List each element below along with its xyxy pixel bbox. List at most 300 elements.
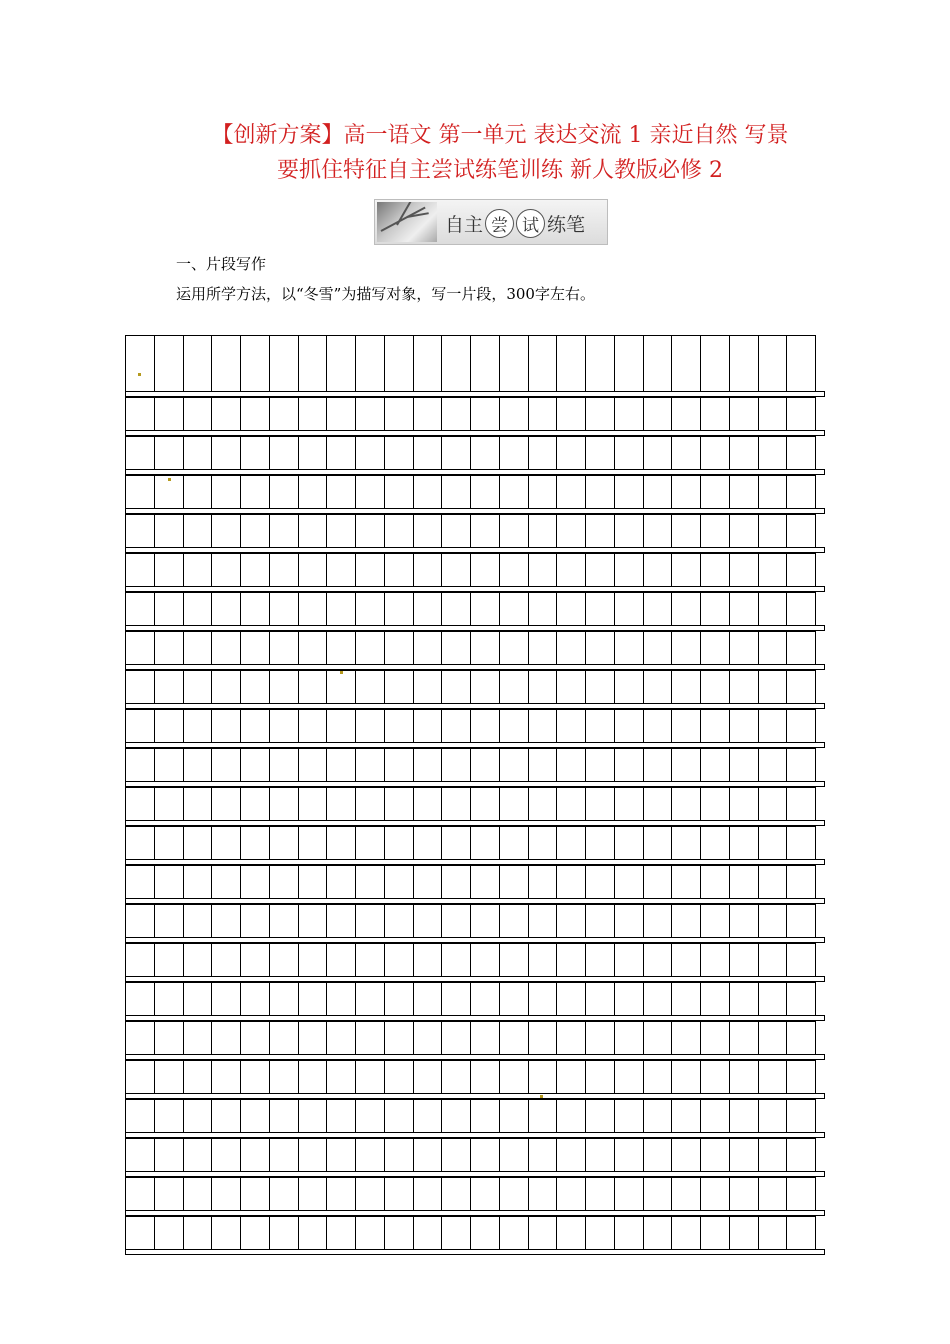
grid-cell[interactable] — [327, 437, 356, 469]
grid-cell[interactable] — [529, 515, 558, 547]
grid-cell[interactable] — [155, 827, 184, 859]
grid-cell[interactable] — [529, 710, 558, 742]
grid-cell[interactable] — [672, 554, 701, 586]
grid-cell[interactable] — [270, 336, 299, 391]
grid-cell[interactable] — [184, 515, 213, 547]
grid-cell[interactable] — [442, 710, 471, 742]
grid-cell[interactable] — [356, 1022, 385, 1054]
grid-cell[interactable] — [241, 476, 270, 508]
grid-cell[interactable] — [672, 437, 701, 469]
grid-cell[interactable] — [644, 554, 673, 586]
grid-cell[interactable] — [327, 554, 356, 586]
grid-cell[interactable] — [270, 944, 299, 976]
grid-cell[interactable] — [442, 1061, 471, 1093]
grid-cell[interactable] — [529, 866, 558, 898]
grid-cell[interactable] — [557, 593, 586, 625]
grid-cell[interactable] — [471, 593, 500, 625]
grid-cell[interactable] — [500, 671, 529, 703]
grid-cell[interactable] — [184, 1061, 213, 1093]
grid-cell[interactable] — [557, 1139, 586, 1171]
grid-cell[interactable] — [557, 944, 586, 976]
grid-cell[interactable] — [126, 671, 155, 703]
grid-cell[interactable] — [787, 749, 816, 781]
grid-cell[interactable] — [701, 671, 730, 703]
grid-cell[interactable] — [270, 554, 299, 586]
grid-cell[interactable] — [327, 398, 356, 430]
grid-cell[interactable] — [212, 710, 241, 742]
grid-cell[interactable] — [471, 515, 500, 547]
grid-cell[interactable] — [557, 749, 586, 781]
grid-cell[interactable] — [414, 1217, 443, 1249]
grid-cell[interactable] — [442, 476, 471, 508]
grid-cell[interactable] — [356, 1100, 385, 1132]
grid-cell[interactable] — [414, 437, 443, 469]
grid-cell[interactable] — [557, 398, 586, 430]
grid-cell[interactable] — [759, 749, 788, 781]
grid-cell[interactable] — [385, 554, 414, 586]
grid-cell[interactable] — [270, 710, 299, 742]
grid-cell[interactable] — [471, 671, 500, 703]
grid-cell[interactable] — [615, 398, 644, 430]
grid-cell[interactable] — [644, 944, 673, 976]
grid-cell[interactable] — [184, 1178, 213, 1210]
grid-cell[interactable] — [586, 827, 615, 859]
grid-cell[interactable] — [701, 437, 730, 469]
grid-cell[interactable] — [759, 983, 788, 1015]
grid-cell[interactable] — [586, 515, 615, 547]
grid-cell[interactable] — [672, 944, 701, 976]
grid-cell[interactable] — [385, 671, 414, 703]
grid-cell[interactable] — [529, 1178, 558, 1210]
grid-cell[interactable] — [471, 944, 500, 976]
grid-cell[interactable] — [184, 398, 213, 430]
grid-cell[interactable] — [442, 749, 471, 781]
grid-cell[interactable] — [327, 905, 356, 937]
grid-cell[interactable] — [471, 632, 500, 664]
grid-cell[interactable] — [759, 554, 788, 586]
grid-cell[interactable] — [241, 593, 270, 625]
grid-cell[interactable] — [557, 827, 586, 859]
grid-cell[interactable] — [701, 1100, 730, 1132]
grid-cell[interactable] — [672, 671, 701, 703]
grid-cell[interactable] — [672, 1100, 701, 1132]
grid-cell[interactable] — [529, 1139, 558, 1171]
grid-cell[interactable] — [529, 944, 558, 976]
grid-cell[interactable] — [644, 710, 673, 742]
grid-cell[interactable] — [126, 1139, 155, 1171]
grid-cell[interactable] — [787, 476, 816, 508]
grid-cell[interactable] — [155, 1061, 184, 1093]
grid-cell[interactable] — [586, 788, 615, 820]
grid-cell[interactable] — [730, 905, 759, 937]
grid-cell[interactable] — [730, 866, 759, 898]
grid-cell[interactable] — [615, 476, 644, 508]
grid-cell[interactable] — [730, 437, 759, 469]
grid-cell[interactable] — [241, 398, 270, 430]
grid-cell[interactable] — [327, 1217, 356, 1249]
grid-cell[interactable] — [299, 632, 328, 664]
grid-cell[interactable] — [500, 398, 529, 430]
grid-cell[interactable] — [414, 1100, 443, 1132]
grid-cell[interactable] — [701, 336, 730, 391]
grid-cell[interactable] — [644, 398, 673, 430]
grid-cell[interactable] — [586, 398, 615, 430]
grid-cell[interactable] — [500, 866, 529, 898]
grid-cell[interactable] — [586, 944, 615, 976]
grid-cell[interactable] — [615, 1061, 644, 1093]
grid-cell[interactable] — [471, 1178, 500, 1210]
grid-cell[interactable] — [442, 336, 471, 391]
grid-cell[interactable] — [442, 398, 471, 430]
grid-cell[interactable] — [759, 398, 788, 430]
grid-cell[interactable] — [672, 749, 701, 781]
grid-cell[interactable] — [212, 398, 241, 430]
grid-cell[interactable] — [155, 632, 184, 664]
grid-cell[interactable] — [212, 476, 241, 508]
grid-cell[interactable] — [385, 710, 414, 742]
grid-cell[interactable] — [356, 788, 385, 820]
grid-cell[interactable] — [299, 1100, 328, 1132]
grid-cell[interactable] — [270, 476, 299, 508]
grid-cell[interactable] — [299, 476, 328, 508]
grid-cell[interactable] — [701, 944, 730, 976]
grid-cell[interactable] — [615, 671, 644, 703]
grid-cell[interactable] — [586, 671, 615, 703]
grid-cell[interactable] — [184, 749, 213, 781]
grid-cell[interactable] — [586, 336, 615, 391]
grid-cell[interactable] — [126, 944, 155, 976]
grid-cell[interactable] — [557, 336, 586, 391]
grid-cell[interactable] — [356, 1139, 385, 1171]
grid-cell[interactable] — [644, 788, 673, 820]
grid-cell[interactable] — [385, 944, 414, 976]
grid-cell[interactable] — [327, 710, 356, 742]
grid-cell[interactable] — [356, 749, 385, 781]
grid-cell[interactable] — [644, 1022, 673, 1054]
grid-cell[interactable] — [414, 827, 443, 859]
grid-cell[interactable] — [327, 944, 356, 976]
grid-cell[interactable] — [385, 515, 414, 547]
grid-cell[interactable] — [299, 866, 328, 898]
grid-cell[interactable] — [155, 788, 184, 820]
grid-cell[interactable] — [414, 983, 443, 1015]
grid-cell[interactable] — [356, 476, 385, 508]
grid-cell[interactable] — [644, 1061, 673, 1093]
grid-cell[interactable] — [644, 866, 673, 898]
grid-cell[interactable] — [529, 827, 558, 859]
grid-cell[interactable] — [701, 1061, 730, 1093]
grid-cell[interactable] — [270, 671, 299, 703]
grid-cell[interactable] — [442, 593, 471, 625]
grid-cell[interactable] — [327, 1178, 356, 1210]
grid-cell[interactable] — [270, 1061, 299, 1093]
grid-cell[interactable] — [184, 983, 213, 1015]
grid-cell[interactable] — [644, 476, 673, 508]
grid-cell[interactable] — [557, 1100, 586, 1132]
grid-cell[interactable] — [557, 983, 586, 1015]
grid-cell[interactable] — [672, 336, 701, 391]
grid-cell[interactable] — [126, 749, 155, 781]
grid-cell[interactable] — [759, 827, 788, 859]
grid-cell[interactable] — [701, 710, 730, 742]
grid-cell[interactable] — [701, 398, 730, 430]
grid-cell[interactable] — [759, 1178, 788, 1210]
grid-cell[interactable] — [787, 905, 816, 937]
grid-cell[interactable] — [155, 1100, 184, 1132]
grid-cell[interactable] — [759, 476, 788, 508]
grid-cell[interactable] — [500, 1217, 529, 1249]
grid-cell[interactable] — [471, 336, 500, 391]
grid-cell[interactable] — [126, 710, 155, 742]
grid-cell[interactable] — [356, 632, 385, 664]
grid-cell[interactable] — [557, 788, 586, 820]
grid-cell[interactable] — [672, 1217, 701, 1249]
grid-cell[interactable] — [414, 515, 443, 547]
grid-cell[interactable] — [644, 749, 673, 781]
grid-cell[interactable] — [327, 515, 356, 547]
grid-cell[interactable] — [586, 983, 615, 1015]
grid-cell[interactable] — [299, 1061, 328, 1093]
grid-cell[interactable] — [615, 1100, 644, 1132]
grid-cell[interactable] — [500, 1100, 529, 1132]
grid-cell[interactable] — [241, 632, 270, 664]
grid-cell[interactable] — [212, 515, 241, 547]
grid-cell[interactable] — [270, 1022, 299, 1054]
grid-cell[interactable] — [471, 905, 500, 937]
grid-cell[interactable] — [155, 336, 184, 391]
grid-cell[interactable] — [270, 905, 299, 937]
grid-cell[interactable] — [672, 710, 701, 742]
grid-cell[interactable] — [557, 1022, 586, 1054]
grid-cell[interactable] — [184, 866, 213, 898]
writing-grid[interactable] — [125, 335, 825, 1255]
grid-cell[interactable] — [586, 554, 615, 586]
grid-cell[interactable] — [787, 336, 816, 391]
grid-cell[interactable] — [787, 437, 816, 469]
grid-cell[interactable] — [241, 827, 270, 859]
grid-cell[interactable] — [270, 1217, 299, 1249]
grid-cell[interactable] — [759, 632, 788, 664]
grid-cell[interactable] — [241, 788, 270, 820]
grid-cell[interactable] — [414, 1022, 443, 1054]
grid-cell[interactable] — [241, 710, 270, 742]
grid-cell[interactable] — [730, 1217, 759, 1249]
grid-cell[interactable] — [241, 866, 270, 898]
grid-cell[interactable] — [787, 554, 816, 586]
grid-cell[interactable] — [730, 476, 759, 508]
grid-cell[interactable] — [701, 866, 730, 898]
grid-cell[interactable] — [356, 593, 385, 625]
grid-cell[interactable] — [385, 827, 414, 859]
grid-cell[interactable] — [586, 476, 615, 508]
grid-cell[interactable] — [500, 710, 529, 742]
grid-cell[interactable] — [787, 944, 816, 976]
grid-cell[interactable] — [500, 437, 529, 469]
grid-cell[interactable] — [615, 1178, 644, 1210]
grid-cell[interactable] — [529, 632, 558, 664]
grid-cell[interactable] — [701, 1139, 730, 1171]
grid-cell[interactable] — [672, 515, 701, 547]
grid-cell[interactable] — [212, 944, 241, 976]
grid-cell[interactable] — [385, 1178, 414, 1210]
grid-cell[interactable] — [184, 554, 213, 586]
grid-cell[interactable] — [270, 1178, 299, 1210]
grid-cell[interactable] — [356, 671, 385, 703]
grid-cell[interactable] — [212, 749, 241, 781]
grid-cell[interactable] — [241, 1178, 270, 1210]
grid-cell[interactable] — [529, 1100, 558, 1132]
grid-cell[interactable] — [155, 515, 184, 547]
grid-cell[interactable] — [299, 671, 328, 703]
grid-cell[interactable] — [701, 827, 730, 859]
grid-cell[interactable] — [126, 1217, 155, 1249]
grid-cell[interactable] — [126, 866, 155, 898]
grid-cell[interactable] — [184, 1022, 213, 1054]
grid-cell[interactable] — [414, 336, 443, 391]
grid-cell[interactable] — [615, 632, 644, 664]
grid-cell[interactable] — [270, 593, 299, 625]
grid-cell[interactable] — [241, 671, 270, 703]
grid-cell[interactable] — [759, 905, 788, 937]
grid-cell[interactable] — [586, 710, 615, 742]
grid-cell[interactable] — [586, 437, 615, 469]
grid-cell[interactable] — [414, 866, 443, 898]
grid-cell[interactable] — [471, 788, 500, 820]
grid-cell[interactable] — [414, 749, 443, 781]
grid-cell[interactable] — [327, 632, 356, 664]
grid-cell[interactable] — [184, 671, 213, 703]
grid-cell[interactable] — [327, 749, 356, 781]
grid-cell[interactable] — [299, 515, 328, 547]
grid-cell[interactable] — [385, 1139, 414, 1171]
grid-cell[interactable] — [787, 1061, 816, 1093]
grid-cell[interactable] — [759, 944, 788, 976]
grid-cell[interactable] — [442, 632, 471, 664]
grid-cell[interactable] — [299, 398, 328, 430]
grid-cell[interactable] — [241, 554, 270, 586]
grid-cell[interactable] — [701, 983, 730, 1015]
grid-cell[interactable] — [184, 788, 213, 820]
grid-cell[interactable] — [356, 944, 385, 976]
grid-cell[interactable] — [471, 398, 500, 430]
grid-cell[interactable] — [615, 1022, 644, 1054]
grid-cell[interactable] — [730, 593, 759, 625]
grid-cell[interactable] — [730, 1178, 759, 1210]
grid-cell[interactable] — [672, 983, 701, 1015]
grid-cell[interactable] — [385, 632, 414, 664]
grid-cell[interactable] — [615, 983, 644, 1015]
grid-cell[interactable] — [299, 593, 328, 625]
grid-cell[interactable] — [759, 788, 788, 820]
grid-cell[interactable] — [730, 336, 759, 391]
grid-cell[interactable] — [442, 983, 471, 1015]
grid-cell[interactable] — [529, 1061, 558, 1093]
grid-cell[interactable] — [184, 1139, 213, 1171]
grid-cell[interactable] — [356, 515, 385, 547]
grid-cell[interactable] — [356, 827, 385, 859]
grid-cell[interactable] — [184, 905, 213, 937]
grid-cell[interactable] — [299, 983, 328, 1015]
grid-cell[interactable] — [730, 827, 759, 859]
grid-cell[interactable] — [126, 476, 155, 508]
grid-cell[interactable] — [241, 983, 270, 1015]
grid-cell[interactable] — [759, 593, 788, 625]
grid-cell[interactable] — [299, 336, 328, 391]
grid-cell[interactable] — [500, 749, 529, 781]
grid-cell[interactable] — [414, 398, 443, 430]
grid-cell[interactable] — [299, 437, 328, 469]
grid-cell[interactable] — [500, 983, 529, 1015]
grid-cell[interactable] — [471, 437, 500, 469]
grid-cell[interactable] — [787, 983, 816, 1015]
grid-cell[interactable] — [615, 866, 644, 898]
grid-cell[interactable] — [557, 710, 586, 742]
grid-cell[interactable] — [155, 983, 184, 1015]
grid-cell[interactable] — [212, 1022, 241, 1054]
grid-cell[interactable] — [701, 515, 730, 547]
grid-cell[interactable] — [184, 1217, 213, 1249]
grid-cell[interactable] — [155, 554, 184, 586]
grid-cell[interactable] — [356, 398, 385, 430]
grid-cell[interactable] — [442, 1022, 471, 1054]
grid-cell[interactable] — [500, 1061, 529, 1093]
grid-cell[interactable] — [672, 593, 701, 625]
grid-cell[interactable] — [730, 983, 759, 1015]
grid-cell[interactable] — [500, 476, 529, 508]
grid-cell[interactable] — [500, 336, 529, 391]
grid-cell[interactable] — [672, 1139, 701, 1171]
grid-cell[interactable] — [471, 554, 500, 586]
grid-cell[interactable] — [787, 515, 816, 547]
grid-cell[interactable] — [126, 1022, 155, 1054]
grid-cell[interactable] — [241, 336, 270, 391]
grid-cell[interactable] — [529, 437, 558, 469]
grid-cell[interactable] — [414, 1061, 443, 1093]
grid-cell[interactable] — [299, 1217, 328, 1249]
grid-cell[interactable] — [471, 827, 500, 859]
grid-cell[interactable] — [586, 1100, 615, 1132]
grid-cell[interactable] — [442, 788, 471, 820]
grid-cell[interactable] — [529, 1217, 558, 1249]
grid-cell[interactable] — [471, 1139, 500, 1171]
grid-cell[interactable] — [644, 1178, 673, 1210]
grid-cell[interactable] — [730, 554, 759, 586]
grid-cell[interactable] — [701, 554, 730, 586]
grid-cell[interactable] — [299, 905, 328, 937]
grid-cell[interactable] — [500, 788, 529, 820]
grid-cell[interactable] — [327, 1061, 356, 1093]
grid-cell[interactable] — [787, 866, 816, 898]
grid-cell[interactable] — [787, 788, 816, 820]
grid-cell[interactable] — [500, 827, 529, 859]
grid-cell[interactable] — [327, 1100, 356, 1132]
grid-cell[interactable] — [557, 554, 586, 586]
grid-cell[interactable] — [184, 1100, 213, 1132]
grid-cell[interactable] — [557, 437, 586, 469]
grid-cell[interactable] — [759, 1139, 788, 1171]
grid-cell[interactable] — [557, 671, 586, 703]
grid-cell[interactable] — [500, 515, 529, 547]
grid-cell[interactable] — [615, 749, 644, 781]
grid-cell[interactable] — [327, 593, 356, 625]
grid-cell[interactable] — [672, 1022, 701, 1054]
grid-cell[interactable] — [414, 671, 443, 703]
grid-cell[interactable] — [787, 1178, 816, 1210]
grid-cell[interactable] — [270, 1139, 299, 1171]
grid-cell[interactable] — [787, 398, 816, 430]
grid-cell[interactable] — [759, 866, 788, 898]
grid-cell[interactable] — [500, 1139, 529, 1171]
